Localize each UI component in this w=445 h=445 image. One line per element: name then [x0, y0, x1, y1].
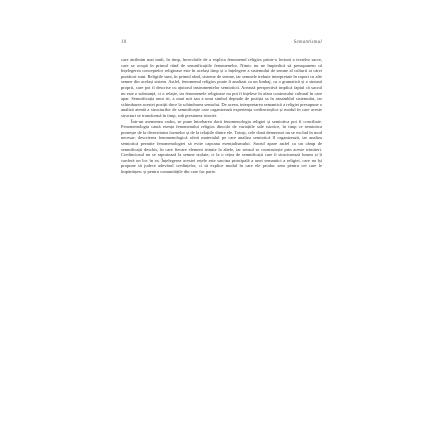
body-text: [121, 57, 322, 174]
running-title: Semantismul: [293, 40, 322, 45]
page-number: 10: [121, 40, 127, 45]
paragraph: care atribuim mai mult, în timp, încercările de a explica fenomenul religios printr-o lectură a textelor sacre, care se ocupă în primul rând de semnificațiile fenomenelor. Nimic nu ne împiedică să presupunem că înțelegerea conceptelor religioase este în același timp și o înțelegere a sistemului de semne al culturii ai cărei purtători sunt. Religiile sunt, în primul rând, sisteme de semne, iar semnele trebuie interpretate în raport cu alte semne din același sistem. Astfel, fenomenul religios poate fi analizat ca un limbaj, cu o gramatică și o sintaxă proprii, care pot fi descrise cu ajutorul instrumentelor semioticii. Această perspectivă implică faptul că sacrul nu este o substanță, ci o relație, iar fenomenele religioase nu pot fi înțelese în afara contextului cultural în care apar. Semnificația unui rit, a unui mit sau a unui simbol depinde de poziția sa în ansamblul sistemului, iar schimbarea acestei poziții duce la schimbarea sensului. De aceea, interpretarea semantică a religiei presupune o analiză atentă a structurilor de semnificație care organizează experiența credincioșilor și modul în care aceste structuri se transformă în timp, sub presiunea istoriei.: [121, 57, 322, 118]
paragraph: Într-un asemenea cadru, se pune întrebarea dacă fenomenologia religiei și semiotica pot fi conciliate. Fenomenologia caută esența fenomenului religios dincolo de variațiile sale istorice, în timp ce semiotica pornește de la diversitatea formelor și de la relațiile dintre ele. Totuși, cele două demersuri nu se exclud în mod necesar: descrierea fenomenologică oferă materialul pe care analiza semiotică îl organizează, iar analiza semiotică permite fenomenologiei să evite capcana esențialismului. Sacrul apare astfel ca un câmp de semnificații deschis, în care fiecare element trimite la altele, iar sensul se construiește prin aceste trimiteri. Credinciosul nu se raportează la semne izolate, ci la o rețea de semnificații care îi structurează lumea și îi conferă un loc în ea. Înțelegerea acestei rețele este sarcina principală a unei semantici a religiei, care nu își propune să judece adevărul credințelor, ci să explice modul în care ele produc sens pentru cei care le împărtășesc și pentru comunitățile din care fac parte.: [121, 118, 322, 174]
running-head: [121, 40, 322, 50]
